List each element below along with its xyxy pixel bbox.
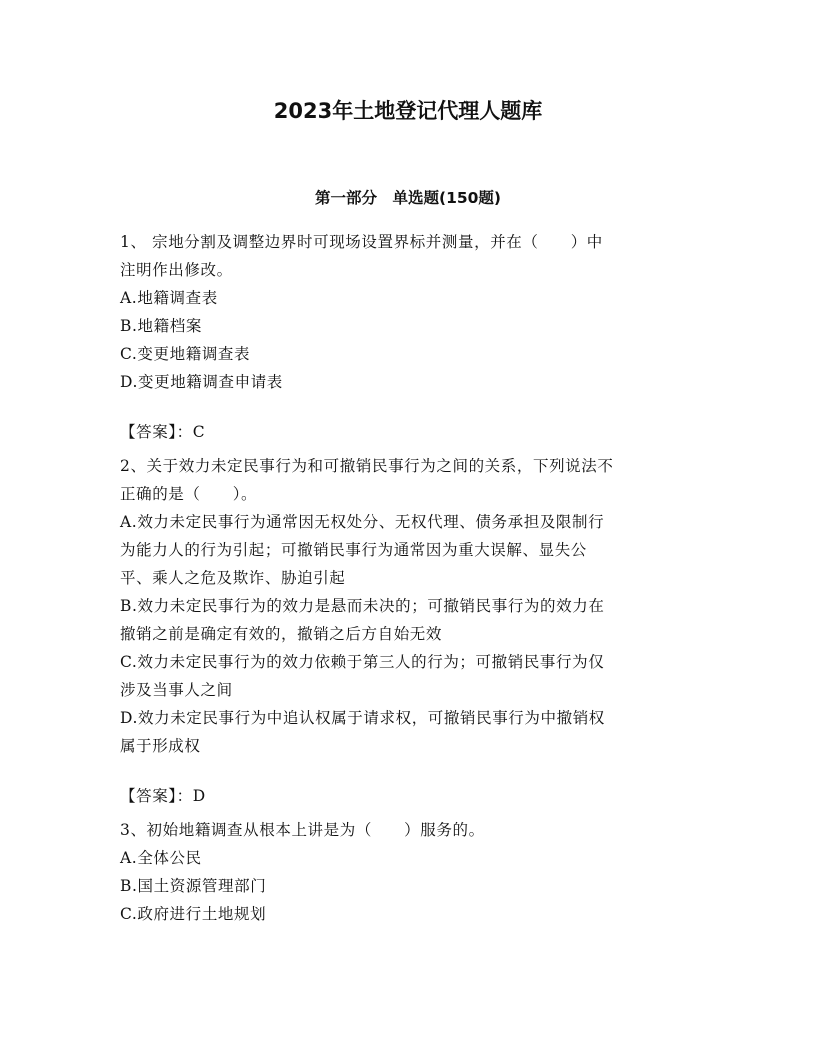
- option-a-line: 为能力人的行为引起；可撤销民事行为通常因为重大误解、显失公: [120, 541, 587, 559]
- question-stem-line: 1、 宗地分割及调整边界时可现场设置界标并测量，并在（ ）中: [120, 233, 603, 251]
- question-1: [120, 228, 692, 446]
- question-2: [120, 452, 692, 810]
- question-stem-line: 注明作出修改。: [120, 261, 233, 279]
- option-b-line: B.效力未定民事行为的效力是悬而未决的；可撤销民事行为的效力在: [120, 597, 605, 615]
- question-stem-line: 2、关于效力未定民事行为和可撤销民事行为之间的关系，下列说法不: [120, 457, 614, 475]
- option-c: C.变更地籍调查表: [120, 345, 251, 363]
- option-b-line: 撤销之前是确定有效的，撤销之后方自始无效: [120, 625, 443, 643]
- document-title: 2023年土地登记代理人题库: [273, 99, 543, 123]
- option-d-line: 属于形成权: [120, 737, 201, 755]
- option-d: D.变更地籍调查申请表: [120, 373, 283, 391]
- option-a-line: 平、乘人之危及欺诈、胁迫引起: [120, 569, 346, 587]
- section-title: 第一部分 单选题(150题): [314, 189, 502, 207]
- option-a: A.全体公民: [120, 849, 202, 867]
- question-list: [120, 228, 692, 928]
- option-c-line: 涉及当事人之间: [120, 681, 233, 699]
- question-stem-line: 正确的是（ ）。: [120, 485, 258, 503]
- option-a: A.地籍调查表: [120, 289, 218, 307]
- option-c: C.政府进行土地规划: [120, 905, 267, 923]
- question-stem-line: 3、初始地籍调查从根本上讲是为（ ）服务的。: [120, 821, 485, 839]
- option-b: B.地籍档案: [120, 317, 202, 335]
- option-b: B.国土资源管理部门: [120, 877, 267, 895]
- question-3: [120, 816, 692, 928]
- answer-label: 【答案】：C: [120, 423, 206, 441]
- answer-label: 【答案】：D: [120, 787, 206, 805]
- option-d-line: D.效力未定民事行为中追认权属于请求权，可撤销民事行为中撤销权: [120, 709, 605, 727]
- option-c-line: C.效力未定民事行为的效力依赖于第三人的行为；可撤销民事行为仅: [120, 653, 605, 671]
- option-a-line: A.效力未定民事行为通常因无权处分、无权代理、债务承担及限制行: [120, 513, 605, 531]
